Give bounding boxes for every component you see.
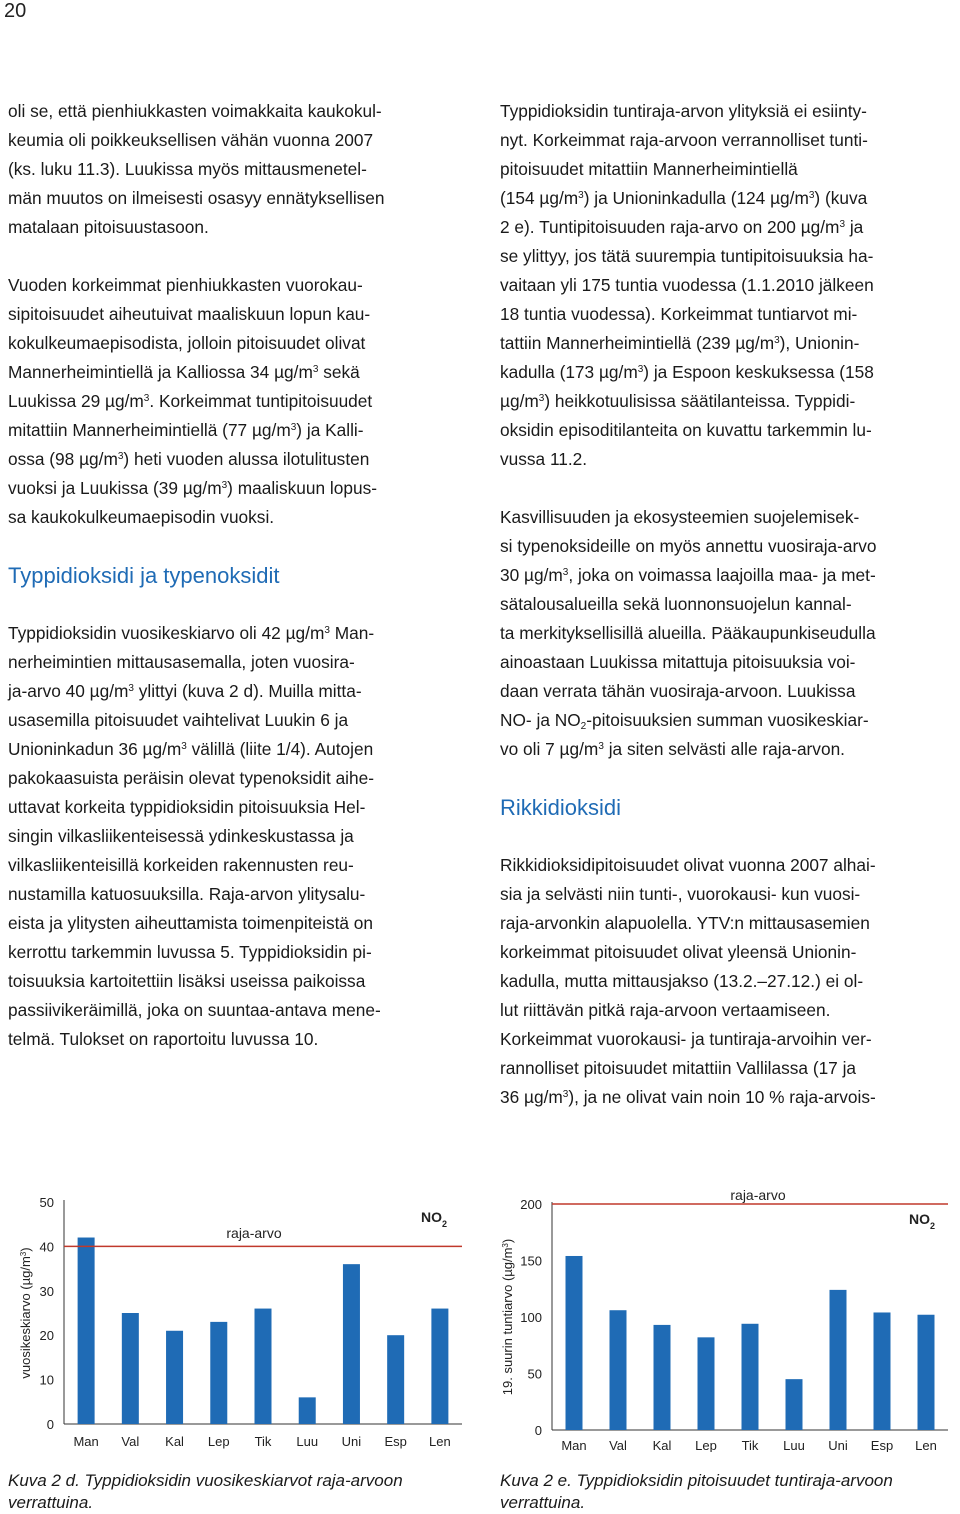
text-line: se ylittyy, jos tätä suurempia tuntipitoisuuksia ha-	[500, 246, 874, 266]
text-line: oli se, että pienhiukkasten voimakkaita kaukokul-	[8, 101, 382, 121]
y-axis-label: 19. suurin tuntiarvo $(\mu g/m^3)$	[500, 1238, 515, 1396]
x-tick-label: Tik	[254, 1434, 272, 1449]
text-line: telmä. Tulokset on raportoitu luvussa 10.	[8, 1029, 319, 1049]
limit-label: raja-arvo	[730, 1187, 786, 1203]
x-tick-label: Len	[915, 1438, 937, 1452]
y-tick-label: 200	[520, 1197, 542, 1212]
caption-kuva-2d	[8, 1470, 403, 1514]
y-tick-label: 150	[520, 1253, 542, 1269]
text-line: vo oli 7 $\mu g/m^3$ ja siten selvästi alle raja-arvon.	[500, 739, 845, 759]
y-tick-label: 0	[46, 1417, 54, 1432]
x-tick-label: Lep	[695, 1438, 717, 1452]
text-line: si typenoksideille on myös annettu vuosiraja-arvo	[500, 536, 877, 556]
y-tick-label: 50	[527, 1366, 542, 1382]
text-line: män muutos on ilmeisesti osasyy ennätyksellisen	[8, 188, 385, 208]
text-line: $\mu g/m^3$) heikkotuulisissa säätilanteissa. Typpidi-	[500, 391, 856, 411]
text-line: 2 e). Tuntipitoisuuden raja-arvo on 200 $\mu g/m^3$ ja	[500, 217, 864, 237]
text-line: ainoastaan Luukissa mitattuja pitoisuuksia voi-	[500, 652, 856, 672]
caption-line: Kuva 2 e. Typpidioksidin pitoisuudet tuntiraja-arvoon	[500, 1471, 893, 1490]
bar-esp	[387, 1335, 404, 1424]
text-line: matalaan pitoisuustasoon.	[8, 217, 209, 237]
section-heading-rikkidioksidi: Rikkidioksidi	[500, 795, 622, 820]
text-line: ja-arvo 40 $\mu g/m^3$ ylittyi (kuva 2 d). Muilla mitta-	[8, 681, 362, 701]
text-line: rannolliset pitoisuudet mitattiin Vallilassa (17 ja	[500, 1058, 857, 1078]
text-line: kadulla, mutta mittausjakso (13.2.–27.12.) ei ol-	[500, 971, 864, 991]
text-line: ossa (98 $\mu g/m^3$) heti vuoden alussa ilotulitusten	[8, 449, 370, 469]
x-tick-label: Man	[73, 1434, 99, 1449]
x-tick-label: Val	[609, 1438, 627, 1452]
bar-lep	[698, 1337, 715, 1430]
y-axis-label: vuosikeskiarvo $(\mu g/m^3)$	[18, 1247, 33, 1379]
chart-annual-means	[0, 1180, 470, 1452]
chart-annual-means-svg	[0, 1180, 470, 1452]
text-line: lut riittävän pitkä raja-arvoon vertaamiseen.	[500, 1000, 831, 1020]
text-line: korkeimmat pitoisuudet olivat yleensä Unionin-	[500, 942, 857, 962]
text-line: (154 $\mu g/m^3$) ja Unioninkadulla (124 $\mu g/m^3$) (kuva	[500, 188, 868, 208]
text-line: kokulkeumaepisodista, jolloin pitoisuudet olivat	[8, 333, 366, 353]
text-line: usasemilla pitoisuudet vaihtelivat Luukin 6 ja	[8, 710, 349, 730]
text-line: kadulla (173 $\mu g/m^3$) ja Espoon keskuksessa (158	[500, 362, 874, 382]
text-line: raja-arvonkin alapuolella. YTV:n mittausasemien	[500, 913, 870, 933]
x-tick-label: Esp	[870, 1438, 894, 1452]
left-paragraph-1	[8, 97, 460, 242]
left-column	[8, 97, 460, 1054]
x-tick-label: Tik	[741, 1438, 759, 1452]
bar-luu	[786, 1379, 803, 1430]
bar-len	[431, 1309, 448, 1424]
text-line: daan verrata tähän vuosiraja-arvoon. Luukissa	[500, 681, 856, 701]
bar-val	[122, 1313, 139, 1424]
x-tick-label: Lep	[207, 1434, 230, 1449]
x-tick-label: Luu	[783, 1438, 805, 1452]
text-line: nustamilla katuosuuksilla. Raja-arvon ylitysalu-	[8, 884, 366, 904]
bar-man	[566, 1256, 583, 1430]
text-line: kerrottu tarkemmin luvussa 5. Typpidioksidin pi-	[8, 942, 372, 962]
x-tick-label: Kal	[652, 1438, 672, 1452]
bar-kal	[654, 1325, 671, 1430]
text-line: vilkasliikenteisillä korkeiden rakennusten reu-	[8, 855, 354, 875]
right-paragraph-2	[500, 503, 958, 764]
y-tick-label: 20	[39, 1328, 54, 1344]
text-line: Vuoden korkeimmat pienhiukkasten vuorokau-	[8, 275, 363, 295]
y-tick-label: 0	[534, 1423, 542, 1438]
text-line: mitattiin Mannerheimintiellä (77 $\mu g/m^3$) ja Kalli-	[8, 420, 364, 440]
y-tick-label: 10	[39, 1372, 54, 1388]
text-line: eista ja ylitysten aiheuttamista toimenpiteistä on	[8, 913, 374, 933]
text-line: Kasvillisuuden ja ekosysteemien suojelemisek-	[500, 507, 860, 527]
text-line: nerheimintien mittausasemalla, joten vuosira-	[8, 652, 355, 672]
text-line: uttavat korkeita typpidioksidin pitoisuuksia Hel-	[8, 797, 366, 817]
caption-line: Kuva 2 d. Typpidioksidin vuosikeskiarvot raja-arvoon	[8, 1471, 403, 1490]
y-tick-label: 30	[39, 1283, 54, 1299]
page-number: 20	[4, 0, 27, 22]
bar-tik	[742, 1324, 759, 1430]
text-line: nyt. Korkeimmat raja-arvoon verrannolliset tunti-	[500, 130, 868, 150]
bar-tik	[255, 1309, 272, 1424]
text-line: keumia oli poikkeuksellisen vähän vuonna 2007	[8, 130, 374, 150]
text-line: vussa 11.2.	[500, 449, 588, 469]
text-line: Korkeimmat vuorokausi- ja tuntiraja-arvoihin ver-	[500, 1029, 872, 1049]
bar-uni	[830, 1290, 847, 1430]
text-line: tattiin Mannerheimintiellä (239 $\mu g/m^3$), Unionin-	[500, 333, 860, 353]
bar-man	[78, 1238, 95, 1424]
left-paragraph-3	[8, 619, 460, 1054]
right-paragraph-1	[500, 97, 958, 474]
x-tick-label: Uni	[341, 1434, 362, 1449]
text-line: singin vilkasliikenteisessä ydinkeskustassa ja	[8, 826, 354, 846]
text-line: 30 $\mu g/m^3$, joka on voimassa laajoilla maa- ja met-	[500, 565, 876, 585]
text-line: NO- ja $NO_2$-pitoisuuksien summan vuosikeskiar-	[500, 710, 869, 732]
text-line: pitoisuudet mitattiin Mannerheimintiellä	[500, 159, 798, 179]
text-line: oksidin episoditilanteita on kuvattu tarkemmin lu-	[500, 420, 872, 440]
text-line: vaitaan yli 175 tuntia vuodessa (1.1.2010 jälkeen	[500, 275, 874, 295]
text-line: 36 $\mu g/m^3$), ja ne olivat vain noin 10 % raja-arvois-	[500, 1087, 876, 1107]
y-tick-label: 100	[520, 1310, 542, 1325]
pollutant-label: $NO_2$	[908, 1211, 936, 1231]
bar-len	[918, 1315, 935, 1430]
text-line: 18 tuntia vuodessa). Korkeimmat tuntiarvot mi-	[500, 304, 858, 324]
text-line: sipitoisuudet aiheutuivat maaliskuun lopun kau-	[8, 304, 371, 324]
text-line: Mannerheimintiellä ja Kalliossa 34 $\mu g/m^3$ sekä	[8, 362, 360, 382]
text-line: sätalousalueilla sekä luonnonsuojelun kannal-	[500, 594, 852, 614]
right-paragraph-3	[500, 851, 958, 1112]
x-tick-label: Len	[429, 1434, 451, 1449]
text-line: vuoksi ja Luukissa (39 $\mu g/m^3$) maaliskuun lopus-	[8, 478, 377, 498]
x-tick-label: Uni	[828, 1438, 848, 1452]
pollutant-label: $NO_2$	[420, 1209, 448, 1229]
text-line: (ks. luku 11.3). Luukissa myös mittausmenetel-	[8, 159, 367, 179]
x-tick-label: Kal	[165, 1434, 184, 1449]
limit-label: raja-arvo	[226, 1225, 282, 1241]
left-paragraph-2	[8, 271, 460, 532]
text-line: Rikkidioksidipitoisuudet olivat vuonna 2007 alhai-	[500, 855, 876, 875]
chart-hourly-values-svg	[490, 1180, 960, 1452]
text-line: sa kaukokulkeumaepisodin vuoksi.	[8, 507, 275, 527]
y-tick-label: 40	[39, 1239, 54, 1255]
x-tick-label: Val	[121, 1434, 140, 1449]
x-tick-label: Esp	[384, 1434, 407, 1449]
y-tick-label: 50	[39, 1195, 54, 1210]
chart-hourly-values	[490, 1180, 960, 1452]
text-line: Unioninkadun 36 $\mu g/m^3$ välillä (liite 1/4). Autojen	[8, 739, 374, 759]
caption-line: verrattuina.	[500, 1493, 586, 1512]
bar-esp	[874, 1312, 891, 1430]
bar-lep	[210, 1322, 227, 1424]
text-line: Luukissa 29 $\mu g/m^3$. Korkeimmat tuntipitoisuudet	[8, 391, 373, 411]
caption-line: verrattuina.	[8, 1493, 94, 1512]
text-line: passiivikeräimillä, joka on suuntaa-antava mene-	[8, 1000, 381, 1020]
text-line: pakokaasuista peräisin olevat typenoksidit aihe-	[8, 768, 375, 788]
text-line: ta merkityksellisillä alueilla. Pääkaupunkiseudulla	[500, 623, 876, 643]
x-tick-label: Man	[561, 1438, 587, 1452]
text-line: Typpidioksidin vuosikeskiarvo oli 42 $\mu g/m^3$ Man-	[8, 623, 375, 643]
text-line: sia ja selvästi niin tunti-, vuorokausi- kun vuosi-	[500, 884, 861, 904]
text-line: toisuuksia kartoitettiin lisäksi useissa paikoissa	[8, 971, 366, 991]
bar-uni	[343, 1264, 360, 1424]
x-tick-label: Luu	[296, 1434, 319, 1449]
section-heading-typpidioksidi: Typpidioksidi ja typenoksidit	[8, 563, 280, 588]
text-line: Typpidioksidin tuntiraja-arvon ylityksiä ei esiinty-	[500, 101, 867, 121]
bar-kal	[166, 1331, 183, 1424]
bar-val	[610, 1310, 627, 1430]
caption-kuva-2e	[500, 1470, 893, 1514]
bar-luu	[299, 1397, 316, 1424]
right-column	[500, 97, 958, 1112]
